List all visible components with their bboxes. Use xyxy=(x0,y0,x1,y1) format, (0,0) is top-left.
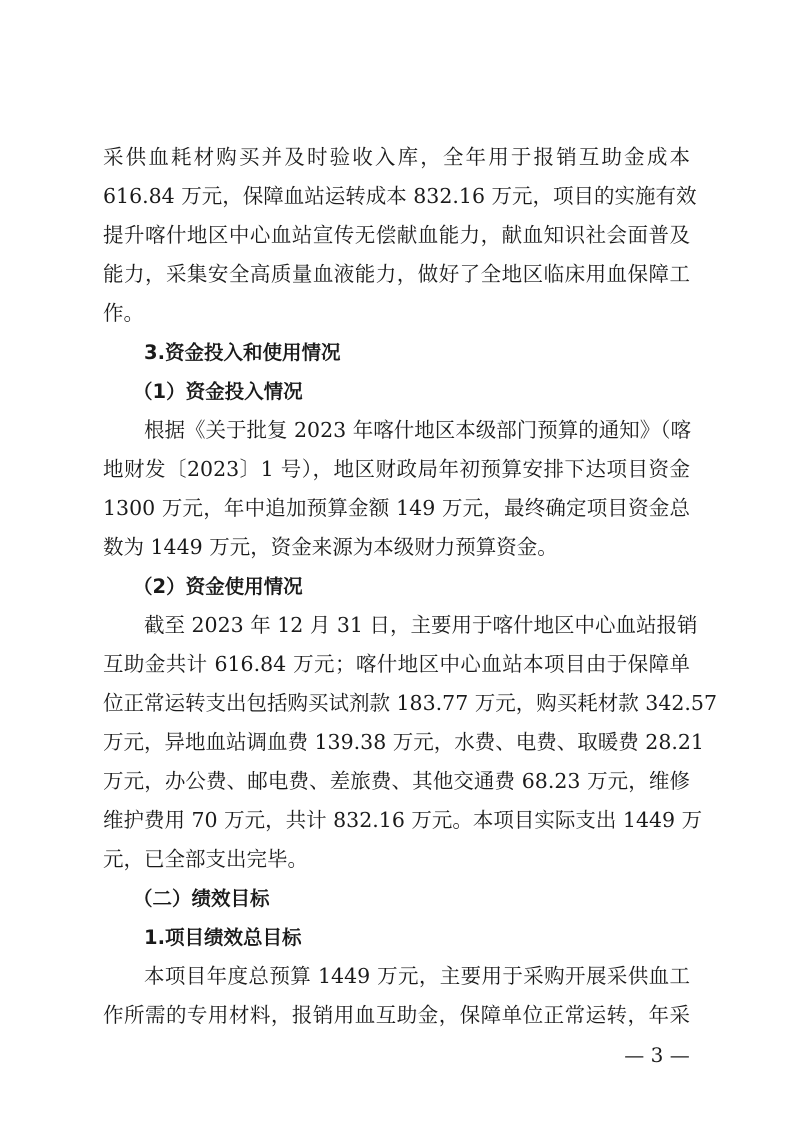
text-line: 万元，办公费、邮电费、差旅费、其他交通费 68.23 万元，维修 xyxy=(103,769,690,793)
section-heading-2: （二）绩效目标 xyxy=(133,887,270,910)
subsection-heading-3-1: （1）资金投入情况 xyxy=(133,380,303,403)
text-line: 作所需的专用材料，报销用血互助金，保障单位正常运转，年采 xyxy=(103,1003,690,1027)
text-line: 提升喀什地区中心血站宣传无偿献血能力，献血知识社会面普及 xyxy=(103,223,690,247)
text-line: 根据《关于批复 2023 年喀什地区本级部门预算的通知》（喀 xyxy=(144,418,691,442)
text-line: 本项目年度总预算 1449 万元，主要用于采购开展采供血工 xyxy=(144,964,690,988)
page-number: — 3 — xyxy=(624,1043,690,1067)
subsection-heading-3-2: （2）资金使用情况 xyxy=(133,575,303,598)
paragraph-3 xyxy=(103,606,718,879)
text-line: 1300 万元，年中追加预算金额 149 万元，最终确定项目资金总 xyxy=(103,496,690,520)
section-heading-3: 3.资金投入和使用情况 xyxy=(144,341,341,364)
paragraph-1 xyxy=(103,138,697,333)
text-line: 元，已全部支出完毕。 xyxy=(103,847,308,871)
paragraph-4 xyxy=(103,957,690,1035)
text-line: 地财发〔2023〕1 号），地区财政局年初预算安排下达项目资金 xyxy=(103,457,690,481)
text-line: 作。 xyxy=(103,301,144,325)
text-line: 维护费用 70 万元，共计 832.16 万元。本项目实际支出 1449 万 xyxy=(103,808,703,832)
subsection-heading-2-1: 1.项目绩效总目标 xyxy=(144,926,302,949)
text-line: 互助金共计 616.84 万元；喀什地区中心血站本项目由于保障单 xyxy=(103,652,690,676)
text-line: 采供血耗材购买并及时验收入库，全年用于报销互助金成本 xyxy=(103,145,690,169)
text-line: 616.84 万元，保障血站运转成本 832.16 万元，项目的实施有效 xyxy=(103,184,697,208)
document-body xyxy=(103,138,718,1035)
text-line: 位正常运转支出包括购买试剂款 183.77 万元，购买耗材款 342.57 xyxy=(103,691,718,715)
text-line: 万元，异地血站调血费 139.38 万元，水费、电费、取暖费 28.21 xyxy=(103,730,704,754)
text-line: 截至 2023 年 12 月 31 日，主要用于喀什地区中心血站报销 xyxy=(144,613,698,637)
paragraph-2 xyxy=(103,411,690,567)
text-line: 数为 1449 万元，资金来源为本级财力预算资金。 xyxy=(103,535,558,559)
text-line: 能力，采集安全高质量血液能力，做好了全地区临床用血保障工 xyxy=(103,262,690,286)
